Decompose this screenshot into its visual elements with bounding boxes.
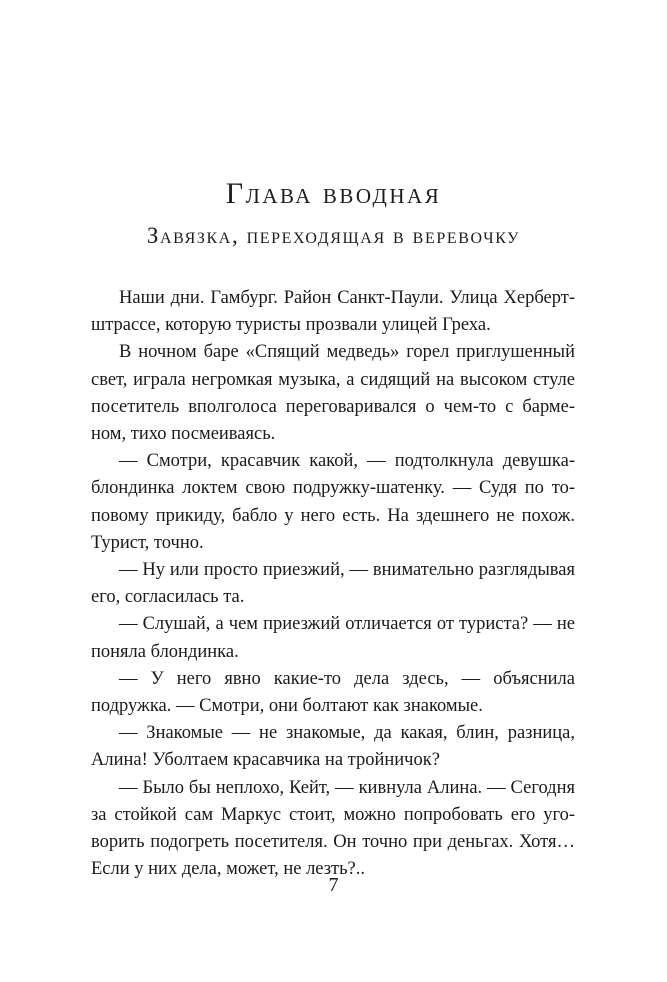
paragraph: — Было бы неплохо, Кейт, — кивнула Алина. — Сегодня за стойкой сам Маркус стоит, можно попробовать его уговорить подогреть посетителя. Он точно при деньгах. Хотя… Если у них дела, может, не лезть?.. — [91, 777, 575, 880]
body-text — [91, 285, 575, 883]
paragraph: Наши дни. Гамбург. Район Санкт-Паули. Улица Хербертштрассе, которую туристы прозвали улицей Греха. — [91, 288, 575, 336]
page-number: 7 — [328, 874, 339, 896]
paragraph: — Ну или просто приезжий, — внимательно разглядывая его, согласилась та. — [91, 560, 575, 608]
chapter-title: Глава вводная — [225, 177, 442, 210]
chapter-subtitle: Завязка, переходящая в веревочку — [146, 223, 521, 248]
paragraph: — Смотри, красавчик какой, — подтолкнула девушка-блондинка локтем свою подружку-шатенку. — Судя по топовому прикиду, бабло у него есть. На здешнего не похож. Турист, точно. — [91, 451, 575, 553]
paragraph: — У него явно какие-то дела здесь, — объяснила подружка. — Смотри, они болтают как знакомые. — [91, 668, 575, 717]
paragraph: — Слушай, а чем приезжий отличается от туриста? — не поняла блондинка. — [91, 614, 575, 662]
paragraph: В ночном баре «Спящий медведь» горел приглушенный свет, играла негромкая музыка, а сидящий на высоком стуле посетитель вполголоса переговаривался о чем-то с барменом, тихо посмеиваясь. — [91, 342, 575, 445]
paragraph: — Знакомые — не знакомые, да какая, блин, разница, Алина! Уболтаем красавчика на тройничок? — [91, 723, 575, 771]
